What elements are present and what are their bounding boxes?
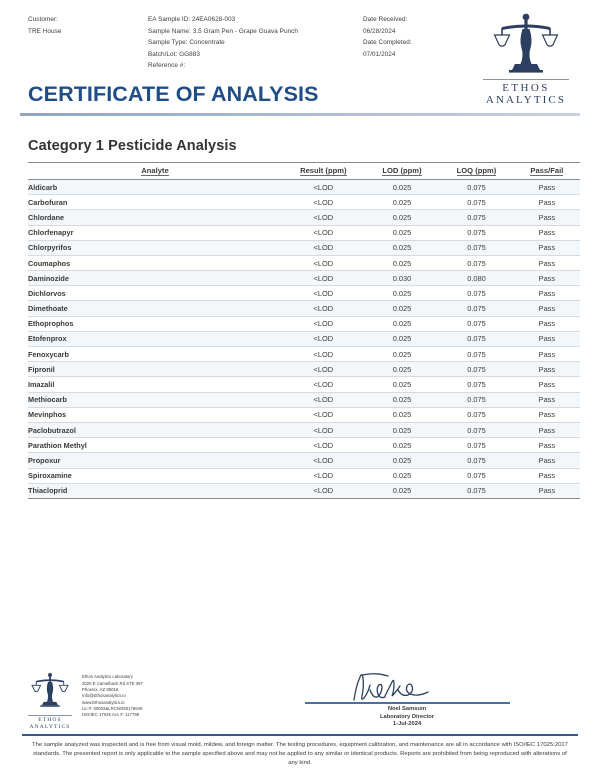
lab-website[interactable]: www.Ethosanalytics.io	[82, 699, 125, 705]
cell-loq: 0.075	[439, 483, 514, 498]
footer-scales-of-justice-icon	[30, 672, 70, 710]
scales-of-justice-icon	[491, 12, 561, 78]
signature-block	[232, 668, 582, 728]
cell-analyte: Parathion Methyl	[28, 438, 282, 453]
lab-street: 2020 E Camelback Rd STE 397	[82, 680, 143, 686]
column-header-analyte: Analyte	[28, 162, 282, 179]
dates-block	[363, 14, 478, 72]
cell-result: <LOD	[282, 422, 365, 437]
cell-lod: 0.025	[365, 240, 440, 255]
cell-lod: 0.025	[365, 286, 440, 301]
cell-loq: 0.075	[439, 392, 514, 407]
cell-loq: 0.075	[439, 453, 514, 468]
date-received-label: Date Received:	[363, 16, 408, 23]
cell-lod: 0.030	[365, 271, 440, 286]
document-footer	[0, 668, 600, 777]
cell-lod: 0.025	[365, 255, 440, 270]
cell-analyte: Fipronil	[28, 362, 282, 377]
cell-loq: 0.075	[439, 301, 514, 316]
cell-loq: 0.075	[439, 179, 514, 194]
cell-pass-fail: Pass	[514, 468, 580, 483]
column-header-loq: LOQ (ppm)	[439, 162, 514, 179]
cell-result: <LOD	[282, 179, 365, 194]
cell-pass-fail: Pass	[514, 453, 580, 468]
table-row	[28, 316, 580, 331]
table-row	[28, 453, 580, 468]
sample-name: Sample Name: 3.5 Gram Pen - Grape Guava Punch	[148, 27, 299, 35]
cell-result: <LOD	[282, 453, 365, 468]
pesticide-results-table	[28, 162, 580, 499]
cell-analyte: Aldicarb	[28, 179, 282, 194]
cell-analyte: Dichlorvos	[28, 286, 282, 301]
cell-result: <LOD	[282, 286, 365, 301]
cell-loq: 0.075	[439, 286, 514, 301]
cell-lod: 0.025	[365, 453, 440, 468]
cell-pass-fail: Pass	[514, 316, 580, 331]
cell-pass-fail: Pass	[514, 347, 580, 362]
cell-lod: 0.025	[365, 301, 440, 316]
footer-logo-block	[22, 668, 78, 730]
cell-pass-fail: Pass	[514, 362, 580, 377]
cell-lod: 0.025	[365, 468, 440, 483]
cell-result: <LOD	[282, 195, 365, 210]
cell-result: <LOD	[282, 331, 365, 346]
cell-loq: 0.075	[439, 362, 514, 377]
cell-result: <LOD	[282, 438, 365, 453]
cell-analyte: Propoxur	[28, 453, 282, 468]
cell-pass-fail: Pass	[514, 377, 580, 392]
disclaimer-text: The sample analyzed was inspected and is free from visual mold, mildew, and foreign matter. The testing procedures, equipment calibration, and maintenance are all in accordance with ISO/IEC 17025:2017 standards. The presented report is only applicable to the sample specified above and may not be applied to any similar or identical products. Reports are prohibited from being reproduced with alterations of any kind.	[32, 742, 568, 766]
cell-analyte: Paclobutrazol	[28, 422, 282, 437]
column-header-result: Result (ppm)	[282, 162, 365, 179]
cell-pass-fail: Pass	[514, 301, 580, 316]
cell-pass-fail: Pass	[514, 422, 580, 437]
cell-result: <LOD	[282, 347, 365, 362]
table-row	[28, 347, 580, 362]
cell-lod: 0.025	[365, 347, 440, 362]
cell-lod: 0.025	[365, 392, 440, 407]
cell-result: <LOD	[282, 255, 365, 270]
footer-logo-text-ethos: ETHOS	[38, 717, 62, 724]
cell-result: <LOD	[282, 483, 365, 498]
cell-analyte: Chlorfenapyr	[28, 225, 282, 240]
cell-analyte: Coumaphos	[28, 255, 282, 270]
lab-iso-accreditation: ISO/IEC 17025 Acc #: 117798	[82, 712, 140, 718]
cell-loq: 0.075	[439, 331, 514, 346]
cell-lod: 0.025	[365, 362, 440, 377]
customer-block	[28, 14, 148, 72]
cell-lod: 0.025	[365, 377, 440, 392]
table-row	[28, 422, 580, 437]
cell-analyte: Methiocarb	[28, 392, 282, 407]
cell-pass-fail: Pass	[514, 271, 580, 286]
cell-loq: 0.075	[439, 468, 514, 483]
cell-pass-fail: Pass	[514, 255, 580, 270]
cell-pass-fail: Pass	[514, 286, 580, 301]
cell-analyte: Imazalil	[28, 377, 282, 392]
cell-pass-fail: Pass	[514, 392, 580, 407]
table-header-row	[28, 162, 580, 179]
table-row	[28, 468, 580, 483]
cell-lod: 0.025	[365, 225, 440, 240]
brand-logo-block	[478, 14, 580, 106]
table-row	[28, 271, 580, 286]
cell-loq: 0.075	[439, 377, 514, 392]
cell-analyte: Thiacloprid	[28, 483, 282, 498]
lab-name: Ethos Analytics Laboratory	[82, 674, 133, 680]
cell-loq: 0.075	[439, 422, 514, 437]
cell-pass-fail: Pass	[514, 438, 580, 453]
cell-analyte: Dimethoate	[28, 301, 282, 316]
cell-lod: 0.025	[365, 422, 440, 437]
cell-lod: 0.025	[365, 195, 440, 210]
cell-pass-fail: Pass	[514, 195, 580, 210]
results-table-container	[0, 154, 600, 499]
table-row	[28, 483, 580, 498]
cell-lod: 0.025	[365, 331, 440, 346]
table-body	[28, 179, 580, 498]
table-row	[28, 255, 580, 270]
cell-result: <LOD	[282, 240, 365, 255]
sample-info-block	[148, 14, 363, 72]
cell-lod: 0.025	[365, 316, 440, 331]
cell-analyte: Daminozide	[28, 271, 282, 286]
cell-result: <LOD	[282, 362, 365, 377]
section-title: Category 1 Pesticide Analysis	[28, 137, 237, 154]
table-row	[28, 240, 580, 255]
table-row	[28, 377, 580, 392]
signer-date: 1-Jul-2024	[392, 721, 422, 728]
logo-text-analytics: ANALYTICS	[485, 94, 567, 106]
cell-lod: 0.025	[365, 483, 440, 498]
cell-pass-fail: Pass	[514, 225, 580, 240]
cell-pass-fail: Pass	[514, 483, 580, 498]
lab-license: Lic #: 00002&LRCNO60176649	[82, 705, 143, 711]
reference-number: Reference #:	[148, 62, 186, 70]
cell-analyte: Spiroxamine	[28, 468, 282, 483]
cell-loq: 0.075	[439, 316, 514, 331]
cell-pass-fail: Pass	[514, 179, 580, 194]
cell-loq: 0.075	[439, 438, 514, 453]
cell-pass-fail: Pass	[514, 210, 580, 225]
cell-lod: 0.025	[365, 210, 440, 225]
date-received-value: 06/28/2024	[363, 27, 396, 35]
cell-result: <LOD	[282, 468, 365, 483]
cell-result: <LOD	[282, 316, 365, 331]
cell-analyte: Chlordane	[28, 210, 282, 225]
cell-result: <LOD	[282, 377, 365, 392]
cell-pass-fail: Pass	[514, 240, 580, 255]
table-row	[28, 179, 580, 194]
table-row	[28, 195, 580, 210]
customer-name: TRE House	[28, 27, 62, 35]
sample-type: Sample Type: Concentrate	[148, 39, 225, 47]
date-completed-label: Date Completed:	[363, 39, 412, 47]
table-row	[28, 407, 580, 422]
cell-loq: 0.075	[439, 225, 514, 240]
cell-pass-fail: Pass	[514, 331, 580, 346]
cell-result: <LOD	[282, 225, 365, 240]
cell-result: <LOD	[282, 301, 365, 316]
lab-address-block	[78, 668, 232, 718]
cell-lod: 0.025	[365, 438, 440, 453]
logo-text-ethos: ETHOS	[502, 82, 550, 94]
batch-lot: Batch/Lot: GG883	[148, 50, 200, 58]
cell-analyte: Etofenprox	[28, 331, 282, 346]
cell-loq: 0.075	[439, 407, 514, 422]
signature-line	[305, 702, 510, 704]
date-completed-value: 07/01/2024	[363, 50, 396, 58]
table-row	[28, 362, 580, 377]
table-row	[28, 286, 580, 301]
signer-role: Laboratory Director	[379, 713, 435, 720]
table-row	[28, 438, 580, 453]
table-header	[28, 162, 580, 179]
cell-loq: 0.075	[439, 210, 514, 225]
handwritten-signature-icon	[332, 670, 482, 704]
cell-result: <LOD	[282, 271, 365, 286]
cell-analyte: Ethoprophos	[28, 316, 282, 331]
table-row	[28, 331, 580, 346]
table-row	[28, 301, 580, 316]
table-row	[28, 210, 580, 225]
cell-loq: 0.075	[439, 347, 514, 362]
footer-logo-text-analytics: ANALYTICS	[29, 724, 71, 730]
lab-email[interactable]: Info@Ethosanalytics.io	[82, 693, 126, 699]
logo-divider	[483, 79, 569, 80]
page-title: CERTIFICATE OF ANALYSIS	[28, 81, 319, 106]
table-row	[28, 392, 580, 407]
cell-result: <LOD	[282, 407, 365, 422]
cell-loq: 0.075	[439, 240, 514, 255]
cell-analyte: Carbofuran	[28, 195, 282, 210]
lab-city: Phoenix, AZ 85016	[82, 687, 119, 692]
cell-lod: 0.025	[365, 407, 440, 422]
cell-lod: 0.025	[365, 179, 440, 194]
cell-pass-fail: Pass	[514, 407, 580, 422]
cell-result: <LOD	[282, 210, 365, 225]
signer-name: Noel Samsum	[387, 706, 427, 712]
column-header-passfail: Pass/Fail	[514, 162, 580, 179]
cell-loq: 0.080	[439, 271, 514, 286]
cell-result: <LOD	[282, 392, 365, 407]
cell-analyte: Fenoxycarb	[28, 347, 282, 362]
cell-analyte: Chlorpyrifos	[28, 240, 282, 255]
cell-analyte: Mevinphos	[28, 407, 282, 422]
footer-logo-divider	[28, 715, 72, 716]
sample-id: EA Sample ID: 24EA0628-003	[148, 16, 236, 23]
customer-label: Customer:	[28, 16, 58, 23]
column-header-lod: LOD (ppm)	[365, 162, 440, 179]
cell-loq: 0.075	[439, 255, 514, 270]
cell-loq: 0.075	[439, 195, 514, 210]
table-row	[28, 225, 580, 240]
